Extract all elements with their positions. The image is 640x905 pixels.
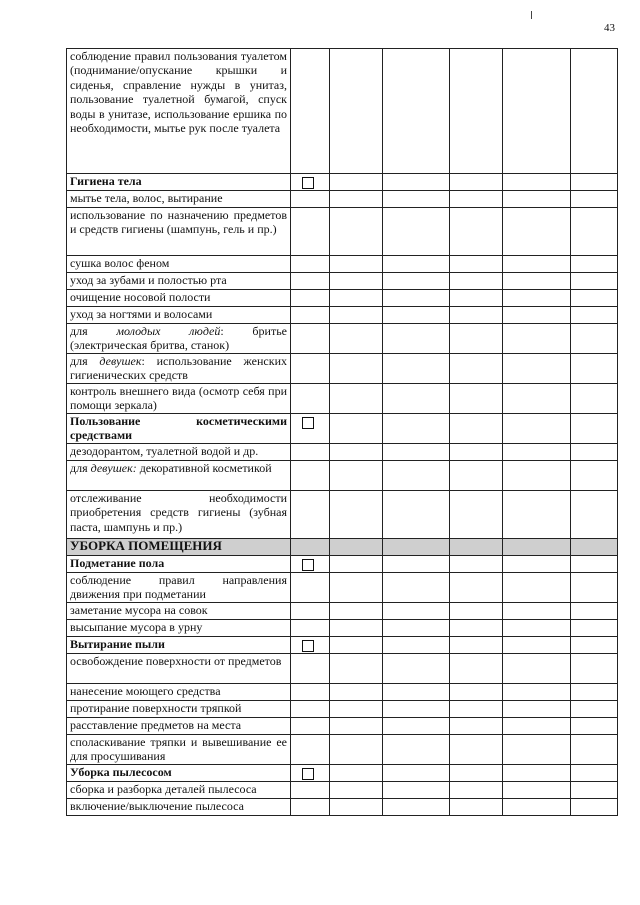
group-heading-row	[67, 765, 618, 782]
row-label	[67, 191, 291, 208]
mark-cell	[330, 654, 383, 684]
mark-cell	[571, 701, 618, 718]
group-heading-row	[67, 174, 618, 191]
mark-cell	[571, 324, 618, 354]
mark-cell	[330, 539, 383, 556]
checkbox-icon	[302, 768, 314, 780]
mark-cell	[330, 208, 383, 256]
label-text: Гигиена тела	[70, 174, 142, 188]
checkbox-icon	[302, 177, 314, 189]
mark-cell	[450, 654, 503, 684]
mark-cell	[503, 49, 571, 174]
row-label	[67, 701, 291, 718]
mark-cell	[291, 603, 330, 620]
mark-cell	[291, 290, 330, 307]
mark-cell	[503, 174, 571, 191]
row-label	[67, 273, 291, 290]
mark-cell	[450, 208, 503, 256]
mark-cell	[503, 556, 571, 573]
label-text: включение/выключение пылесоса	[70, 799, 244, 813]
label-text: декоративной косметикой	[136, 461, 272, 475]
mark-cell	[383, 799, 450, 816]
mark-cell	[330, 354, 383, 384]
mark-cell	[503, 684, 571, 701]
mark-cell	[291, 782, 330, 799]
mark-cell	[503, 324, 571, 354]
mark-cell	[330, 444, 383, 461]
mark-cell	[330, 718, 383, 735]
mark-cell	[383, 556, 450, 573]
mark-cell	[450, 718, 503, 735]
label-text: контроль внешнего вида (осмотр себя при помощи зеркала)	[70, 384, 287, 413]
mark-cell	[330, 799, 383, 816]
mark-cell	[383, 191, 450, 208]
mark-cell	[503, 603, 571, 620]
mark-cell	[503, 799, 571, 816]
mark-cell	[291, 354, 330, 384]
mark-cell	[330, 307, 383, 324]
mark-cell	[291, 49, 330, 174]
table-row	[67, 620, 618, 637]
mark-cell	[450, 799, 503, 816]
mark-cell	[503, 539, 571, 556]
mark-cell	[571, 290, 618, 307]
table-row	[67, 354, 618, 384]
mark-cell	[571, 208, 618, 256]
mark-cell	[383, 256, 450, 273]
mark-cell	[503, 782, 571, 799]
mark-cell	[571, 620, 618, 637]
mark-cell	[383, 174, 450, 191]
table-row	[67, 718, 618, 735]
mark-cell	[383, 573, 450, 603]
mark-cell	[383, 414, 450, 444]
mark-cell	[291, 414, 330, 444]
mark-cell	[330, 461, 383, 491]
label-text: уход за ногтями и волосами	[70, 307, 213, 321]
table-row	[67, 491, 618, 539]
label-text: высыпание мусора в урну	[70, 620, 203, 634]
mark-cell	[383, 765, 450, 782]
label-text: мытье тела, волос, вытирание	[70, 191, 223, 205]
mark-cell	[291, 208, 330, 256]
mark-cell	[291, 461, 330, 491]
label-text: соблюдение правил направления движения при подметании	[70, 573, 287, 602]
label-text: Подметание пола	[70, 556, 165, 570]
label-text: Пользование косметическими средствами	[70, 414, 287, 443]
mark-cell	[383, 307, 450, 324]
mark-cell	[503, 718, 571, 735]
mark-cell	[383, 684, 450, 701]
mark-cell	[383, 49, 450, 174]
mark-cell	[571, 654, 618, 684]
mark-cell	[450, 539, 503, 556]
mark-cell	[330, 384, 383, 414]
mark-cell	[383, 718, 450, 735]
mark-cell	[383, 384, 450, 414]
mark-cell	[571, 573, 618, 603]
mark-cell	[450, 765, 503, 782]
row-label	[67, 354, 291, 384]
row-label	[67, 539, 291, 556]
table-row	[67, 307, 618, 324]
row-label	[67, 799, 291, 816]
mark-cell	[503, 273, 571, 290]
mark-cell	[503, 573, 571, 603]
mark-cell	[503, 620, 571, 637]
mark-cell	[383, 461, 450, 491]
row-label	[67, 461, 291, 491]
label-text: уход за зубами и полостью рта	[70, 273, 227, 287]
table-row	[67, 273, 618, 290]
mark-cell	[291, 444, 330, 461]
mark-cell	[503, 461, 571, 491]
mark-cell	[571, 273, 618, 290]
mark-cell	[450, 384, 503, 414]
mark-cell	[450, 491, 503, 539]
mark-cell	[330, 684, 383, 701]
mark-cell	[450, 414, 503, 444]
mark-cell	[291, 491, 330, 539]
mark-cell	[571, 384, 618, 414]
row-label	[67, 735, 291, 765]
group-heading-row	[67, 637, 618, 654]
mark-cell	[330, 765, 383, 782]
checkbox-icon	[302, 559, 314, 571]
table-row	[67, 384, 618, 414]
scan-mark	[531, 11, 532, 19]
mark-cell	[383, 444, 450, 461]
mark-cell	[291, 799, 330, 816]
mark-cell	[291, 684, 330, 701]
table-row	[67, 290, 618, 307]
label-text: соблюдение правил пользования туалетом (поднимание/опускание крышки и сиденья, справление нужды в унитаз, пользование туалетной бумагой, спуск воды в унитазе, использование ершика по необходимости, мытье рук после туалета	[70, 49, 287, 136]
mark-cell	[330, 491, 383, 539]
label-prefix: для	[70, 354, 100, 368]
mark-cell	[383, 324, 450, 354]
mark-cell	[503, 191, 571, 208]
label-text: сушка волос феном	[70, 256, 170, 270]
mark-cell	[330, 49, 383, 174]
mark-cell	[571, 765, 618, 782]
mark-cell	[571, 461, 618, 491]
mark-cell	[503, 290, 571, 307]
mark-cell	[503, 307, 571, 324]
mark-cell	[383, 620, 450, 637]
mark-cell	[330, 573, 383, 603]
mark-cell	[571, 799, 618, 816]
checklist-table	[66, 48, 618, 816]
mark-cell	[503, 444, 571, 461]
row-label	[67, 414, 291, 444]
mark-cell	[450, 354, 503, 384]
mark-cell	[330, 414, 383, 444]
table-row	[67, 684, 618, 701]
mark-cell	[503, 491, 571, 539]
mark-cell	[571, 735, 618, 765]
table-row	[67, 208, 618, 256]
table-row	[67, 701, 618, 718]
mark-cell	[450, 49, 503, 174]
label-text: Уборка пылесосом	[70, 765, 172, 779]
mark-cell	[330, 256, 383, 273]
mark-cell	[291, 735, 330, 765]
row-label	[67, 174, 291, 191]
mark-cell	[330, 603, 383, 620]
mark-cell	[571, 718, 618, 735]
mark-cell	[383, 273, 450, 290]
row-label	[67, 384, 291, 414]
label-italic: девушек:	[90, 461, 137, 475]
label-text: расставление предметов на места	[70, 718, 242, 732]
mark-cell	[571, 539, 618, 556]
mark-cell	[503, 208, 571, 256]
label-text: дезодорантом, туалетной водой и др.	[70, 444, 259, 458]
label-text: УБОРКА ПОМЕЩЕНИЯ	[70, 538, 222, 553]
mark-cell	[571, 444, 618, 461]
row-label	[67, 620, 291, 637]
mark-cell	[450, 637, 503, 654]
row-label	[67, 573, 291, 603]
mark-cell	[450, 273, 503, 290]
mark-cell	[291, 620, 330, 637]
mark-cell	[450, 461, 503, 491]
mark-cell	[330, 782, 383, 799]
section-row	[67, 539, 618, 556]
mark-cell	[450, 620, 503, 637]
mark-cell	[571, 49, 618, 174]
label-text: заметание мусора на совок	[70, 603, 208, 617]
mark-cell	[571, 603, 618, 620]
row-label	[67, 208, 291, 256]
mark-cell	[291, 765, 330, 782]
mark-cell	[503, 765, 571, 782]
mark-cell	[571, 191, 618, 208]
mark-cell	[450, 735, 503, 765]
row-label	[67, 765, 291, 782]
group-heading-row	[67, 556, 618, 573]
mark-cell	[383, 354, 450, 384]
mark-cell	[291, 174, 330, 191]
label-text: очищение носовой полости	[70, 290, 211, 304]
table-row	[67, 782, 618, 799]
row-label	[67, 684, 291, 701]
table-row	[67, 735, 618, 765]
mark-cell	[330, 174, 383, 191]
label-text: нанесение моющего средства	[70, 684, 221, 698]
mark-cell	[450, 444, 503, 461]
mark-cell	[383, 782, 450, 799]
row-label	[67, 491, 291, 539]
row-label	[67, 444, 291, 461]
mark-cell	[330, 556, 383, 573]
mark-cell	[383, 654, 450, 684]
mark-cell	[450, 684, 503, 701]
mark-cell	[330, 701, 383, 718]
checkbox-icon	[302, 640, 314, 652]
row-label	[67, 637, 291, 654]
mark-cell	[571, 556, 618, 573]
mark-cell	[571, 637, 618, 654]
label-text: освобождение поверхности от предметов	[70, 654, 282, 668]
label-text: использование по назначению предметов и средств гигиены (шампунь, гель и пр.)	[70, 208, 287, 237]
table-row	[67, 256, 618, 273]
mark-cell	[383, 701, 450, 718]
row-label	[67, 324, 291, 354]
mark-cell	[291, 573, 330, 603]
mark-cell	[291, 273, 330, 290]
mark-cell	[291, 701, 330, 718]
mark-cell	[330, 324, 383, 354]
mark-cell	[291, 539, 330, 556]
table-row	[67, 799, 618, 816]
row-label	[67, 782, 291, 799]
mark-cell	[291, 637, 330, 654]
row-label	[67, 290, 291, 307]
table-row	[67, 324, 618, 354]
mark-cell	[450, 556, 503, 573]
mark-cell	[571, 414, 618, 444]
mark-cell	[450, 782, 503, 799]
mark-cell	[330, 290, 383, 307]
label-prefix: для	[70, 324, 117, 338]
mark-cell	[383, 208, 450, 256]
row-label	[67, 49, 291, 174]
mark-cell	[450, 256, 503, 273]
row-label	[67, 307, 291, 324]
mark-cell	[383, 735, 450, 765]
mark-cell	[450, 174, 503, 191]
label-text: : использование женских гигиенических средств	[70, 354, 287, 383]
mark-cell	[503, 414, 571, 444]
mark-cell	[450, 573, 503, 603]
mark-cell	[291, 324, 330, 354]
mark-cell	[330, 191, 383, 208]
group-heading-row	[67, 414, 618, 444]
mark-cell	[450, 290, 503, 307]
table-row	[67, 573, 618, 603]
mark-cell	[330, 637, 383, 654]
mark-cell	[571, 491, 618, 539]
mark-cell	[503, 384, 571, 414]
mark-cell	[291, 384, 330, 414]
label-italic: молодых людей	[116, 324, 221, 338]
mark-cell	[291, 307, 330, 324]
mark-cell	[291, 654, 330, 684]
mark-cell	[571, 354, 618, 384]
label-italic: девушек	[99, 354, 142, 368]
mark-cell	[330, 735, 383, 765]
mark-cell	[503, 735, 571, 765]
row-label	[67, 603, 291, 620]
mark-cell	[503, 654, 571, 684]
mark-cell	[291, 718, 330, 735]
row-label	[67, 654, 291, 684]
table-row	[67, 461, 618, 491]
row-label	[67, 718, 291, 735]
mark-cell	[330, 273, 383, 290]
mark-cell	[291, 191, 330, 208]
mark-cell	[503, 256, 571, 273]
mark-cell	[571, 174, 618, 191]
mark-cell	[330, 620, 383, 637]
mark-cell	[383, 539, 450, 556]
mark-cell	[450, 191, 503, 208]
label-prefix: для	[70, 461, 91, 475]
mark-cell	[503, 637, 571, 654]
mark-cell	[571, 307, 618, 324]
label-text: споласкивание тряпки и вывешивание ее для просушивания	[70, 735, 287, 764]
label-text: отслеживание необходимости приобретения средств гигиены (зубная паста, шампунь и пр.)	[70, 491, 287, 534]
table-row	[67, 603, 618, 620]
mark-cell	[291, 256, 330, 273]
page-number: 43	[604, 22, 615, 34]
table-row	[67, 49, 618, 174]
mark-cell	[383, 637, 450, 654]
checkbox-icon	[302, 417, 314, 429]
mark-cell	[383, 603, 450, 620]
label-text: Вытирание пыли	[70, 637, 165, 651]
mark-cell	[503, 701, 571, 718]
mark-cell	[571, 256, 618, 273]
label-text: сборка и разборка деталей пылесоса	[70, 782, 257, 796]
table-row	[67, 444, 618, 461]
mark-cell	[571, 684, 618, 701]
table-row	[67, 654, 618, 684]
mark-cell	[450, 603, 503, 620]
mark-cell	[571, 782, 618, 799]
mark-cell	[450, 307, 503, 324]
mark-cell	[383, 491, 450, 539]
row-label	[67, 556, 291, 573]
mark-cell	[450, 701, 503, 718]
mark-cell	[503, 354, 571, 384]
label-text: протирание поверхности тряпкой	[70, 701, 242, 715]
mark-cell	[450, 324, 503, 354]
row-label	[67, 256, 291, 273]
mark-cell	[383, 290, 450, 307]
label-text: : бритье (электрическая бритва, станок)	[70, 324, 288, 353]
mark-cell	[291, 556, 330, 573]
table-row	[67, 191, 618, 208]
